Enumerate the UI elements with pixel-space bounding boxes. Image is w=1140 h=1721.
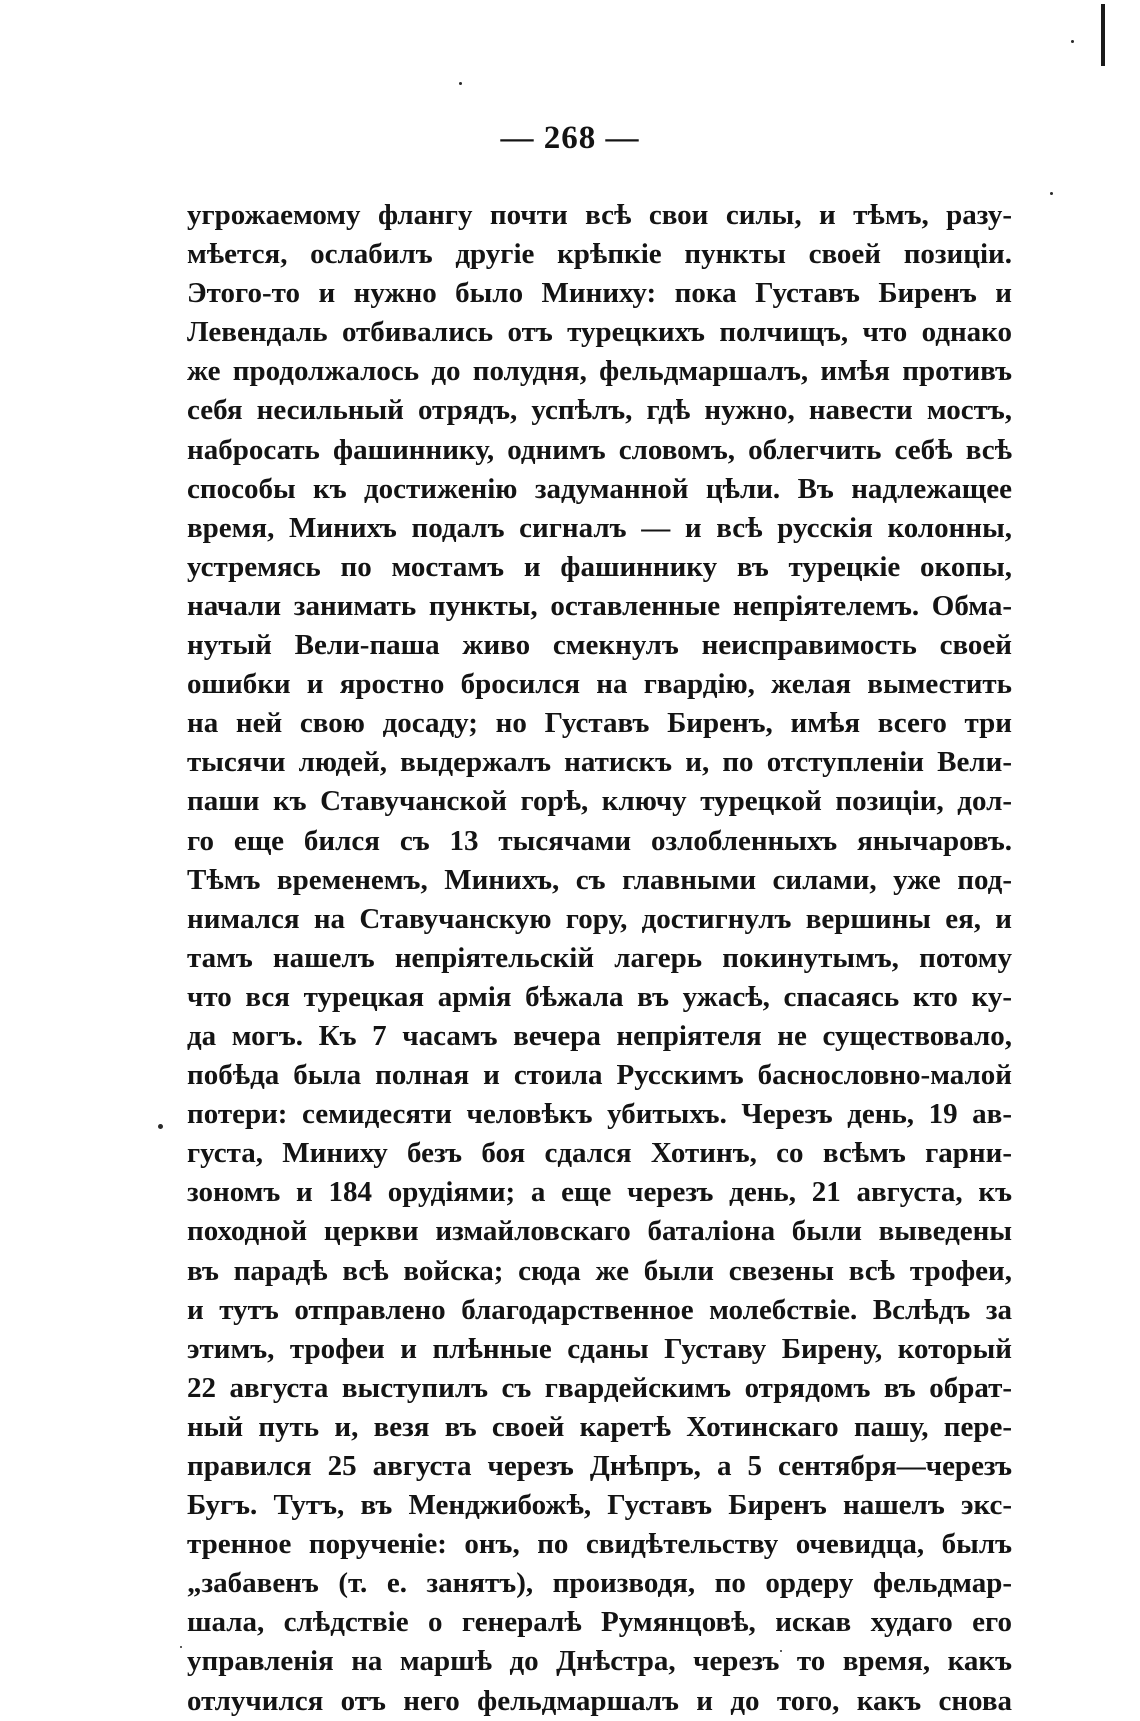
- text-line: густа, Миниху безъ боя сдался Хотинъ, со всѣмъ гарни-: [187, 1137, 1012, 1170]
- text-line: да могъ. Къ 7 часамъ вечера непріятеля не существовало,: [187, 1019, 1012, 1052]
- scan-speck: [1071, 40, 1074, 43]
- text-line: управленія на маршѣ до Днѣстра, черезъ то время, какъ: [187, 1645, 1012, 1678]
- text-line: мѣется, ослабилъ другіе крѣпкіе пункты своей позиціи.: [187, 238, 1012, 271]
- text-line: время, Минихъ подалъ сигналъ — и всѣ русскія колонны,: [187, 511, 1012, 544]
- scan-speck: [180, 1646, 182, 1648]
- text-line: на ней свою досаду; но Густавъ Биренъ, имѣя всего три: [187, 707, 1012, 740]
- text-line: тренное порученіе: онъ, по свидѣтельству очевидца, былъ: [187, 1528, 1012, 1561]
- text-line: Этого-то и нужно было Миниху: пока Густавъ Биренъ и: [187, 277, 1012, 310]
- text-line: походной церкви измайловскаго баталіона были выведены: [187, 1215, 1012, 1248]
- text-line: начали занимать пункты, оставленные непріятелемъ. Обма-: [187, 589, 1012, 622]
- text-line: Тѣмъ временемъ, Минихъ, съ главными силами, уже под-: [187, 863, 1012, 896]
- text-line: же продолжалось до полудня, фельдмаршалъ, имѣя противъ: [187, 355, 1012, 388]
- scan-edge-mark: [1101, 4, 1105, 66]
- text-line: этимъ, трофеи и плѣнные сданы Густаву Бирену, который: [187, 1332, 1012, 1365]
- text-line: и тутъ отправлено благодарственное молебствіе. Вслѣдъ за: [187, 1293, 1012, 1326]
- scan-speck: [158, 1124, 163, 1129]
- text-line: паши къ Ставучанской горѣ, ключу турецкой позиціи, дол-: [187, 785, 1012, 818]
- text-line: нутый Вели-паша живо смекнулъ неисправимость своей: [187, 629, 1012, 662]
- text-line: ный путь и, везя въ своей каретѣ Хотинскаго пашу, пере-: [187, 1410, 1012, 1443]
- text-line: себя несильный отрядъ, успѣлъ, гдѣ нужно, навести мостъ,: [187, 394, 1012, 427]
- text-line: Бугъ. Тутъ, въ Менджибожѣ, Густавъ Биренъ нашелъ экс-: [187, 1489, 1012, 1522]
- text-line: побѣда была полная и стоила Русскимъ баснословно-малой: [187, 1059, 1012, 1092]
- text-line: способы къ достиженію задуманной цѣли. Въ надлежащее: [187, 472, 1012, 505]
- text-line: устремясь по мостамъ и фашиннику въ турецкіе окопы,: [187, 550, 1012, 583]
- text-line: потери: семидесяти человѣкъ убитыхъ. Черезъ день, 19 ав-: [187, 1098, 1012, 1131]
- text-line: „забавенъ (т. е. занятъ), производя, по ордеру фельдмар-: [187, 1567, 1012, 1600]
- text-line: зономъ и 184 орудіями; а еще черезъ день, 21 августа, къ: [187, 1176, 1012, 1209]
- scan-speck: [1050, 192, 1053, 195]
- page-number: — 268 —: [500, 120, 640, 156]
- text-line: ошибки и яростно бросился на гвардію, желая выместить: [187, 668, 1012, 701]
- scan-speck: [459, 82, 462, 85]
- text-line: въ парадѣ всѣ войска; сюда же были свезены всѣ трофеи,: [187, 1254, 1012, 1287]
- text-line: Левендаль отбивались отъ турецкихъ полчищъ, что однако: [187, 316, 1012, 349]
- text-line: тамъ нашелъ непріятельскій лагерь покинутымъ, потому: [187, 941, 1012, 974]
- text-line: шала, слѣдствіе о генералѣ Румянцовѣ, искав худаго его: [187, 1606, 1012, 1639]
- text-line: нимался на Ставучанскую гору, достигнулъ вершины ея, и: [187, 902, 1012, 935]
- body-text: [187, 196, 1012, 1721]
- text-line: го еще бился съ 13 тысячами озлобленныхъ янычаровъ.: [187, 824, 1012, 857]
- text-line: набросать фашиннику, однимъ словомъ, облегчить себѣ всѣ: [187, 433, 1012, 466]
- text-line: угрожаемому флангу почти всѣ свои силы, и тѣмъ, разу-: [187, 199, 1012, 231]
- text-line: 22 августа выступилъ съ гвардейскимъ отрядомъ въ обрат-: [187, 1371, 1012, 1404]
- text-line: правился 25 августа черезъ Днѣпръ, а 5 сентября—черезъ: [187, 1450, 1012, 1482]
- text-line: что вся турецкая армія бѣжала въ ужасѣ, спасаясь кто ку-: [187, 980, 1012, 1013]
- text-line: тысячи людей, выдержалъ натискъ и, по отступленіи Вели-: [187, 746, 1012, 779]
- text-line: отлучился отъ него фельдмаршалъ и до того, какъ снова: [187, 1684, 1012, 1717]
